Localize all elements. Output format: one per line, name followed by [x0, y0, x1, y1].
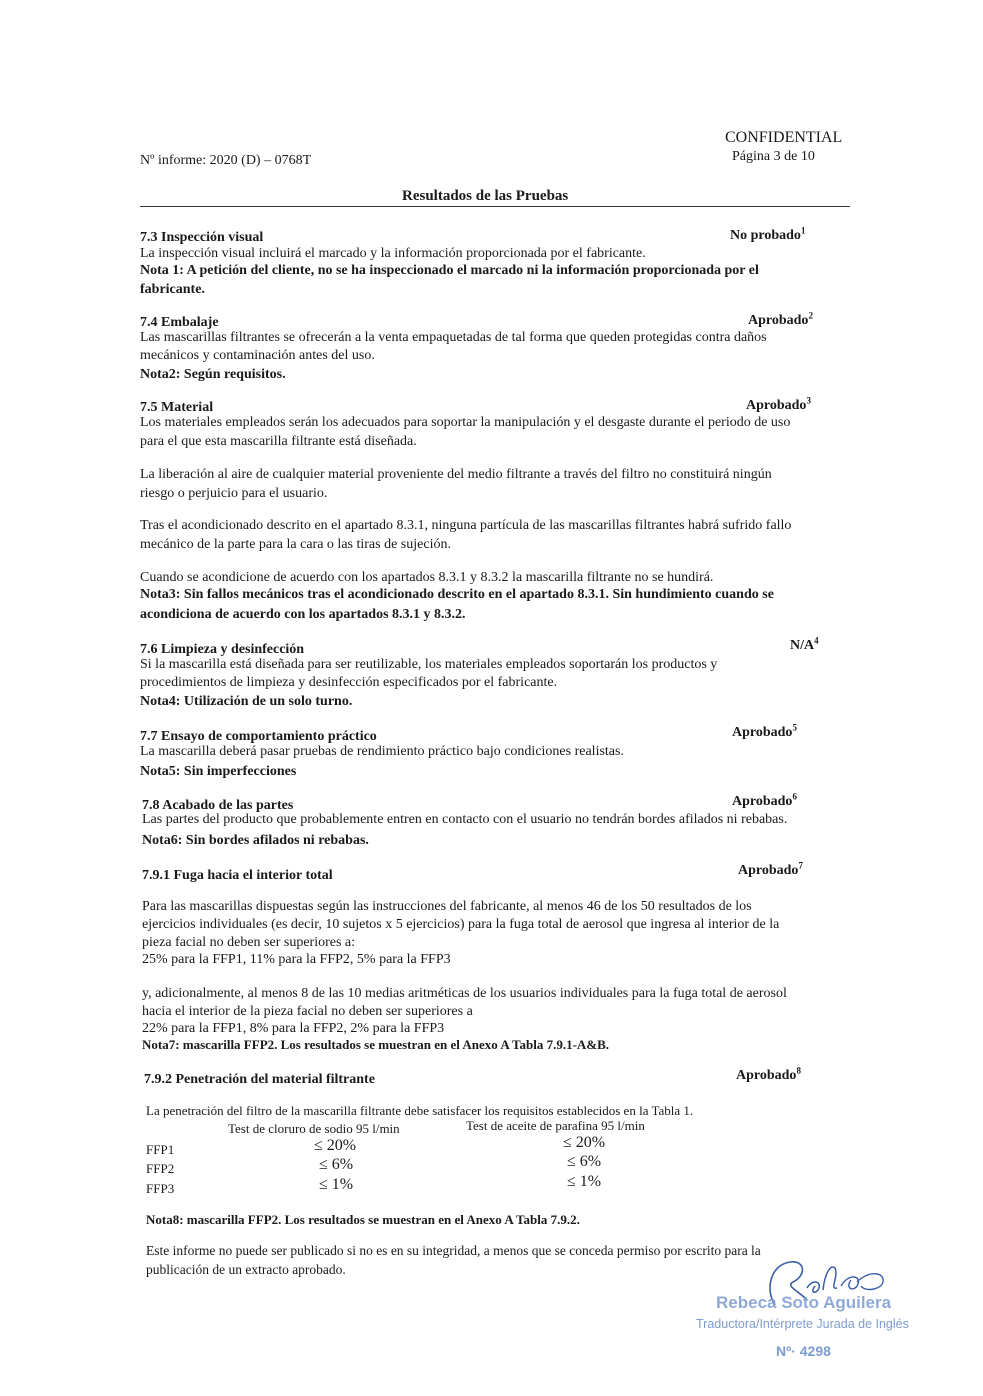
section-text: Las partes del producto que probablemente entren en contacto con el usuario no tendrán bordes afilados ni rebabas.	[142, 812, 788, 827]
section-text: hacia el interior de la pieza facial no deben ser superiores a	[142, 1004, 473, 1019]
table-row-label: FFP1	[146, 1142, 175, 1157]
section-note: Nota6: Sin bordes afilados ni rebabas.	[142, 833, 369, 848]
section-text: Las mascarillas filtrantes se ofrecerán a la venta empaquetadas de tal forma que queden protegidas contra daños	[140, 330, 767, 345]
section-result-7-9-2: Aprobado$^8$	[736, 1065, 801, 1083]
section-text: La liberación al aire de cualquier material proveniente del medio filtrante a través del filtro no constituirá ningún	[140, 467, 772, 482]
section-text: Para las mascarillas dispuestas según las instrucciones del fabricante, al menos 46 de los 50 resultados de los	[142, 899, 752, 914]
section-text: Cuando se acondicione de acuerdo con los apartados 8.3.1 y 8.3.2 la mascarilla filtrante no se hundirá.	[140, 570, 714, 585]
section-text: procedimientos de limpieza y desinfección especificados por el fabricante.	[140, 675, 558, 690]
stamp-role: Traductora/Intérprete Jurada de Inglés	[696, 1317, 909, 1331]
section-text: 22% para la FFP1, 8% para la FFP2, 2% para la FFP3	[142, 1021, 445, 1036]
table-row-label: FFP3	[146, 1181, 175, 1196]
table-cell-sodium: ≤ 1%	[319, 1176, 354, 1193]
page-number: Página 3 de 10	[732, 149, 815, 164]
section-heading-7-6: 7.6 Limpieza y desinfección	[140, 642, 305, 657]
section-note: Nota3: Sin fallos mecánicos tras el acondicionado descrito en el apartado 8.3.1. Sin hundimiento cuando se	[140, 587, 774, 602]
table-cell-sodium: ≤ 6%	[319, 1156, 354, 1173]
section-text: La inspección visual incluirá el marcado y la información proporcionada por el fabricante.	[140, 246, 646, 261]
section-result-7-4: Aprobado$^2$	[748, 310, 813, 328]
stamp-number: Nº· 4298	[776, 1343, 831, 1359]
section-note: Nota 1: A petición del cliente, no se ha inspeccionado el marcado ni la información proporcionada por el	[140, 263, 759, 278]
section-text: riesgo o perjuicio para el usuario.	[140, 486, 328, 501]
report-number: Nº informe: 2020 (D) – 0768T	[140, 153, 312, 168]
table-cell-sodium: ≤ 20%	[314, 1137, 357, 1154]
section-note: Nota8: mascarilla FFP2. Los resultados se muestran en el Anexo A Tabla 7.9.2.	[146, 1212, 580, 1227]
section-text: Si la mascarilla está diseñada para ser reutilizable, los materiales empleados soportarán los productos y	[140, 657, 718, 672]
footer-text: publicación de un extracto aprobado.	[146, 1262, 346, 1277]
footer-text: Este informe no puede ser publicado si no es en su integridad, a menos que se conceda permiso por escrito para la	[146, 1243, 761, 1258]
section-text: Tras el acondicionado descrito en el apartado 8.3.1, ninguna partícula de las mascarillas filtrantes habrá sufrido fallo	[140, 518, 792, 533]
section-heading-7-8: 7.8 Acabado de las partes	[142, 798, 294, 813]
section-text: Los materiales empleados serán los adecuados para soportar la manipulación y el desgaste durante el periodo de uso	[140, 415, 791, 430]
section-result-7-7: Aprobado$^5$	[732, 722, 797, 740]
table-cell-paraffin: ≤ 20%	[563, 1134, 606, 1151]
section-heading-7-7: 7.7 Ensayo de comportamiento práctico	[140, 729, 377, 744]
table-cell-paraffin: ≤ 6%	[567, 1153, 602, 1170]
section-heading-7-9-2: 7.9.2 Penetración del material filtrante	[144, 1072, 375, 1087]
section-text: para el que esta mascarilla filtrante está diseñada.	[140, 434, 417, 449]
section-heading-7-9-1: 7.9.1 Fuga hacia el interior total	[142, 868, 333, 883]
section-text: mecánicos y contaminación antes del uso.	[140, 348, 375, 363]
table-cell-paraffin: ≤ 1%	[567, 1173, 602, 1190]
table-header-paraffin: Test de aceite de parafina 95 l/min	[466, 1118, 645, 1133]
section-text: 25% para la FFP1, 11% para la FFP2, 5% para la FFP3	[142, 952, 451, 967]
section-result-7-9-1: Aprobado$^7$	[738, 860, 803, 878]
section-note: Nota5: Sin imperfecciones	[140, 764, 297, 779]
section-text: y, adicionalmente, al menos 8 de las 10 medias aritméticas de los usuarios individuales para la fuga total de aerosol	[142, 986, 787, 1001]
section-heading-7-4: 7.4 Embalaje	[140, 315, 219, 330]
confidential-label: CONFIDENTIAL	[725, 129, 843, 146]
page-title: Resultados de las Pruebas	[402, 188, 569, 204]
section-heading-7-3: 7.3 Inspección visual	[140, 230, 264, 245]
section-note: acondiciona de acuerdo con los apartados 8.3.1 y 8.3.2.	[140, 607, 466, 622]
section-note: Nota7: mascarilla FFP2. Los resultados se muestran en el Anexo A Tabla 7.9.1-A&B.	[142, 1037, 610, 1052]
section-text: pieza facial no deben ser superiores a:	[142, 935, 356, 950]
section-result-7-6: $N/A^4$	[790, 635, 819, 653]
section-text: La mascarilla deberá pasar pruebas de rendimiento práctico bajo condiciones realistas.	[140, 744, 624, 759]
section-text: mecánico de la parte para la cara o las tiras de sujeción.	[140, 537, 451, 552]
section-note: fabricante.	[140, 282, 205, 297]
section-note: Nota2: Según requisitos.	[140, 367, 286, 382]
section-text: La penetración del filtro de la mascarilla filtrante debe satisfacer los requisitos establecidos en la Tabla 1.	[146, 1103, 694, 1118]
title-rule	[140, 206, 850, 207]
stamp-name: Rebeca Soto Aguilera	[716, 1293, 892, 1312]
section-heading-7-5: 7.5 Material	[140, 400, 214, 415]
table-row-label: FFP2	[146, 1161, 175, 1176]
section-text: ejercicios individuales (es decir, 10 sujetos x 5 ejercicios) para la fuga total de aerosol que ingresa al interior de la	[142, 917, 780, 932]
section-result-7-8: Aprobado$^6$	[732, 791, 797, 809]
section-note: Nota4: Utilización de un solo turno.	[140, 694, 353, 709]
table-header-sodium: Test de cloruro de sodio 95 l/min	[228, 1121, 400, 1136]
section-result-7-3: No probado$^1$	[730, 225, 806, 243]
section-result-7-5: Aprobado$^3$	[746, 395, 811, 413]
